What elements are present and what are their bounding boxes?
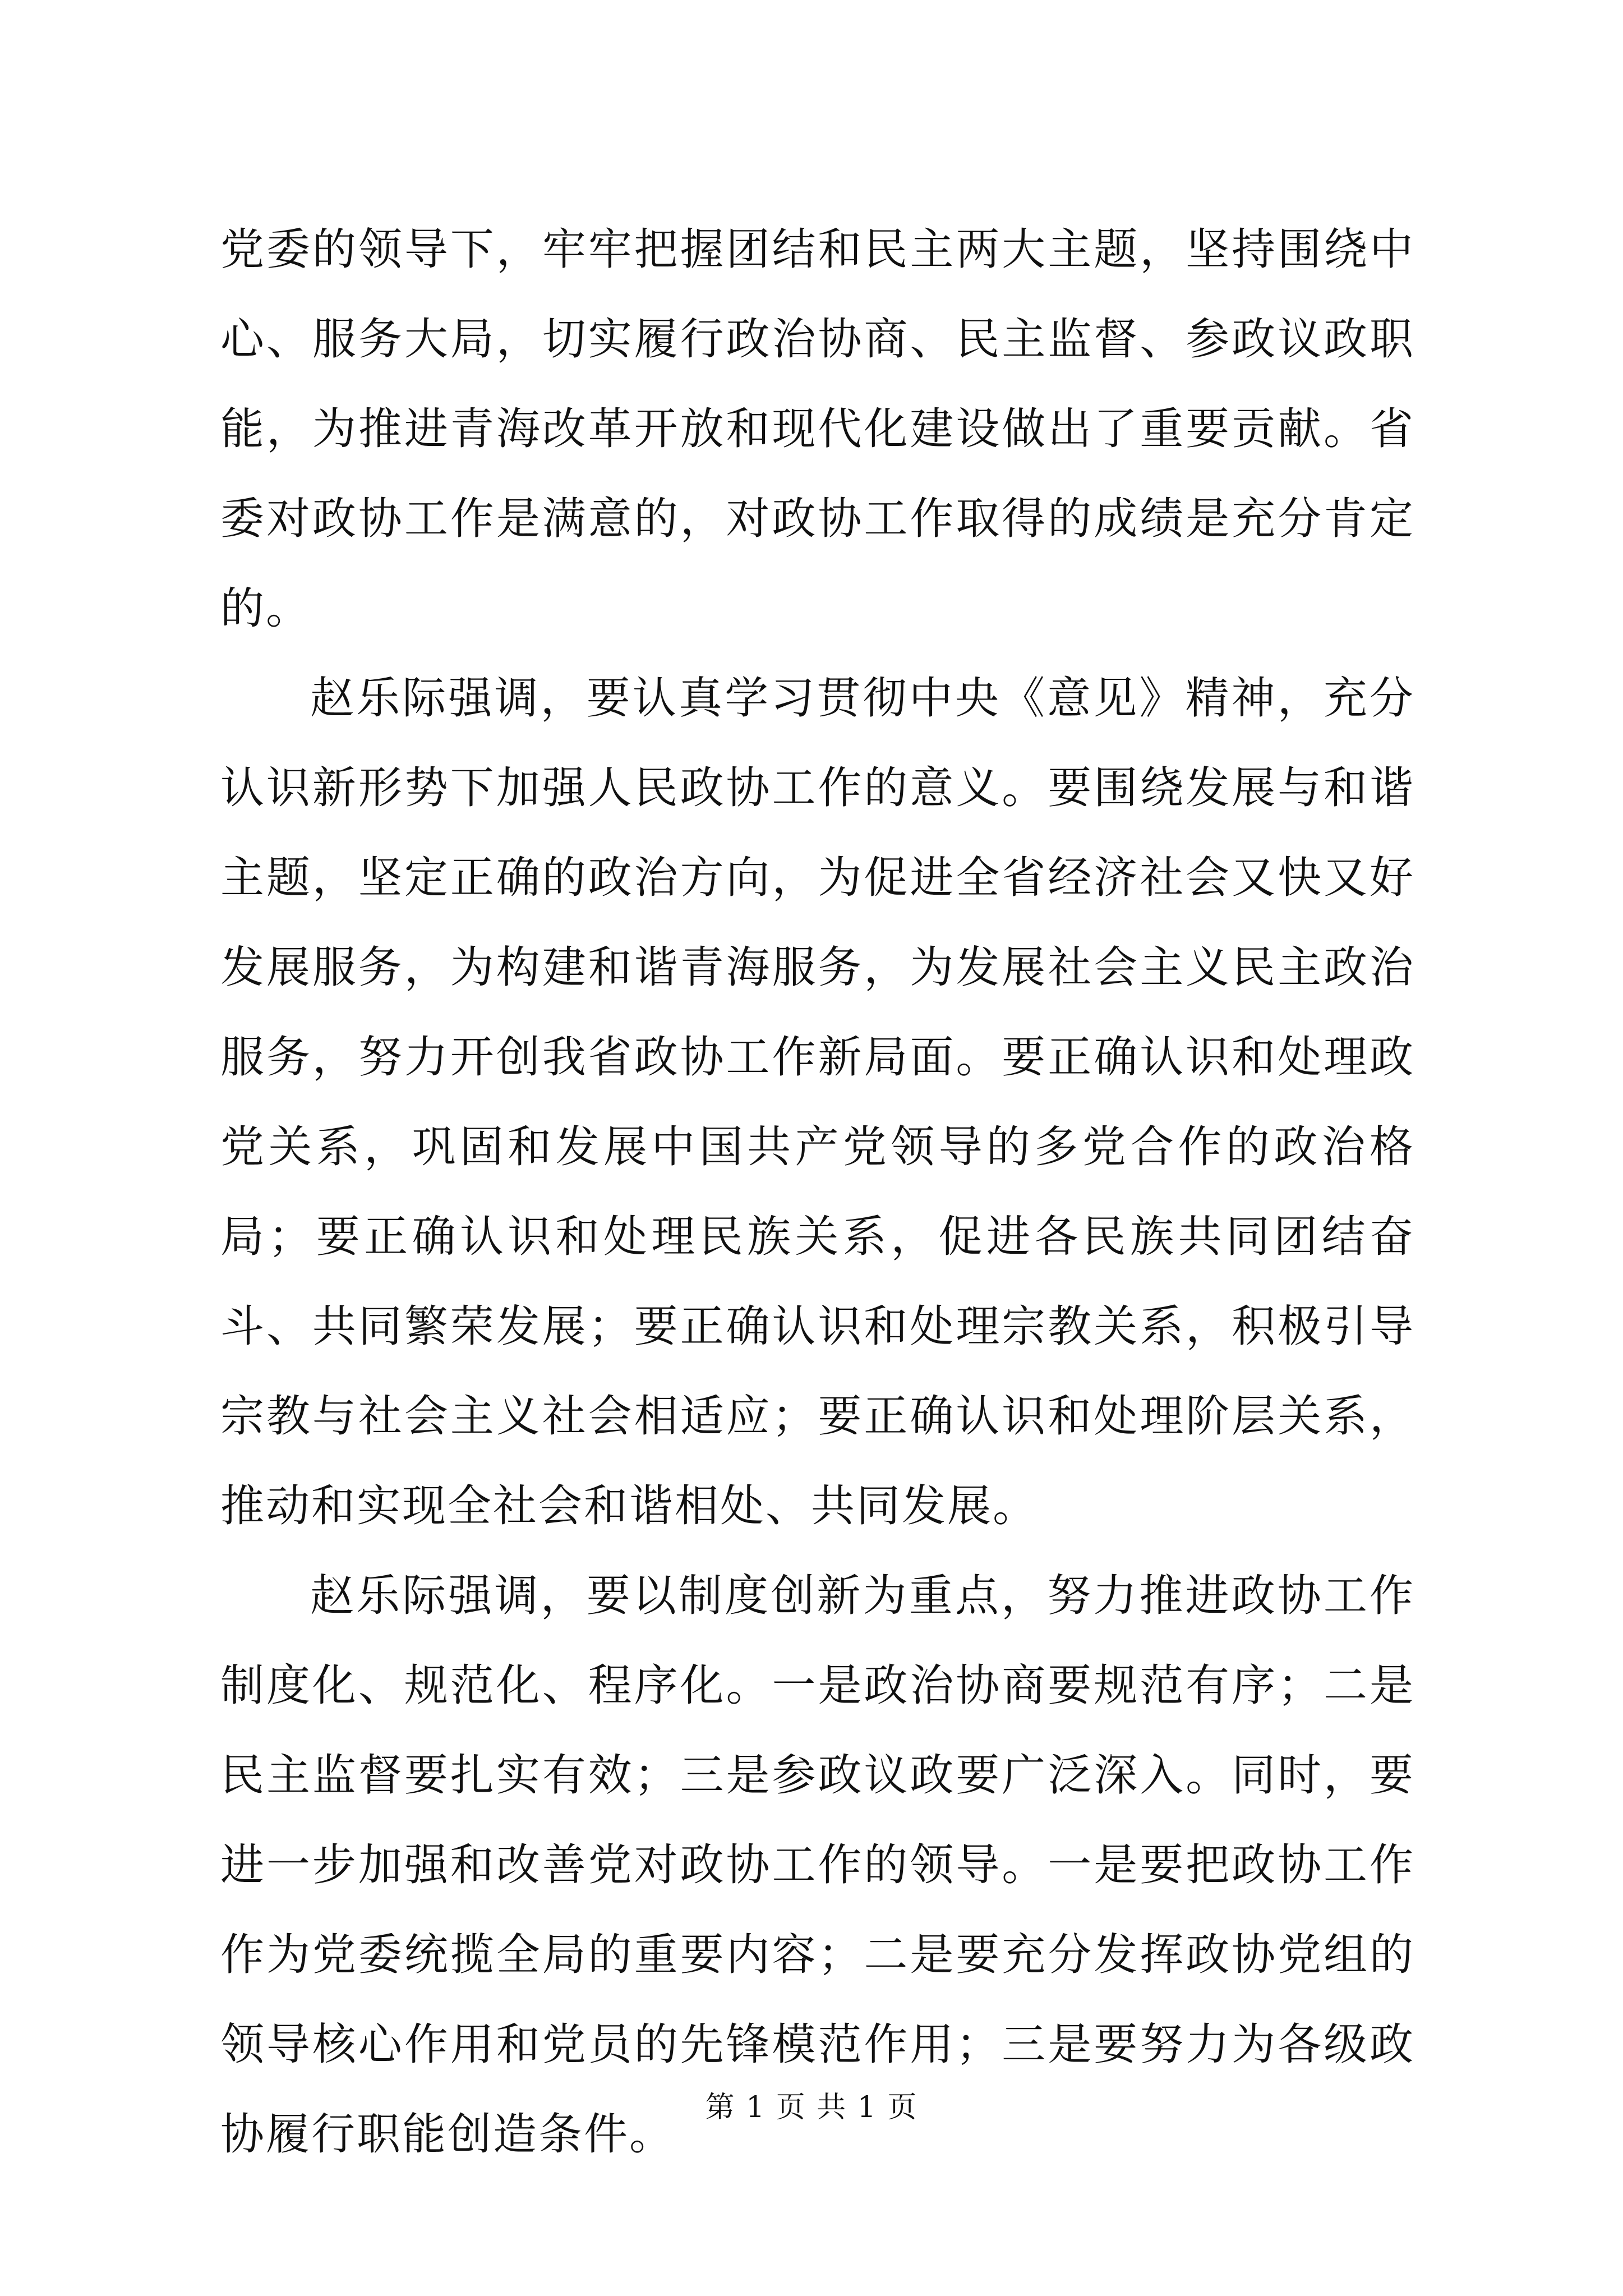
paragraph-2: 赵乐际强调，要认真学习贯彻中央《意见》精神，充分认识新形势下加强人民政协工作的意义。要围绕发展与和谐主题，坚定正确的政治方向，为促进全省经济社会又快又好发展服务，为构建和谐青海服务，为发展社会主义民主政治服务，努力开创我省政协工作新局面。要正确认识和处理政党关系，巩固和发展中国共产党领导的多党合作的政治格局；要正确认识和处理民族关系，促进各民族共同团结奋斗、共同繁荣发展；要正确认识和处理宗教关系，积极引导宗教与社会主义社会相适应；要正确认识和处理阶层关系，推动和实现全社会和谐相处、共同发展。 [220,673,1415,1531]
page-footer [0,2088,1623,2127]
page-number-label: 第 1 页 共 1 页 [705,2091,918,2124]
paragraph-3: 赵乐际强调，要以制度创新为重点，努力推进政协工作制度化、规范化、程序化。一是政治协商要规范有序；二是民主监督要扎实有效；三是参政议政要广泛深入。同时，要进一步加强和改善党对政协工作的领导。一是要把政协工作作为党委统揽全局的重要内容；二是要充分发挥政协党组的领导核心作用和党员的先锋模范作用；三是要努力为各级政协履行职能创造条件。 [220,1571,1415,2160]
document-body [220,205,1415,2179]
paragraph-1: 党委的领导下，牢牢把握团结和民主两大主题，坚持围绕中心、服务大局，切实履行政治协商、民主监督、参政议政职能，为推进青海改革开放和现代化建设做出了重要贡献。省委对政协工作是满意的，对政协工作取得的成绩是充分肯定的。 [220,224,1415,634]
